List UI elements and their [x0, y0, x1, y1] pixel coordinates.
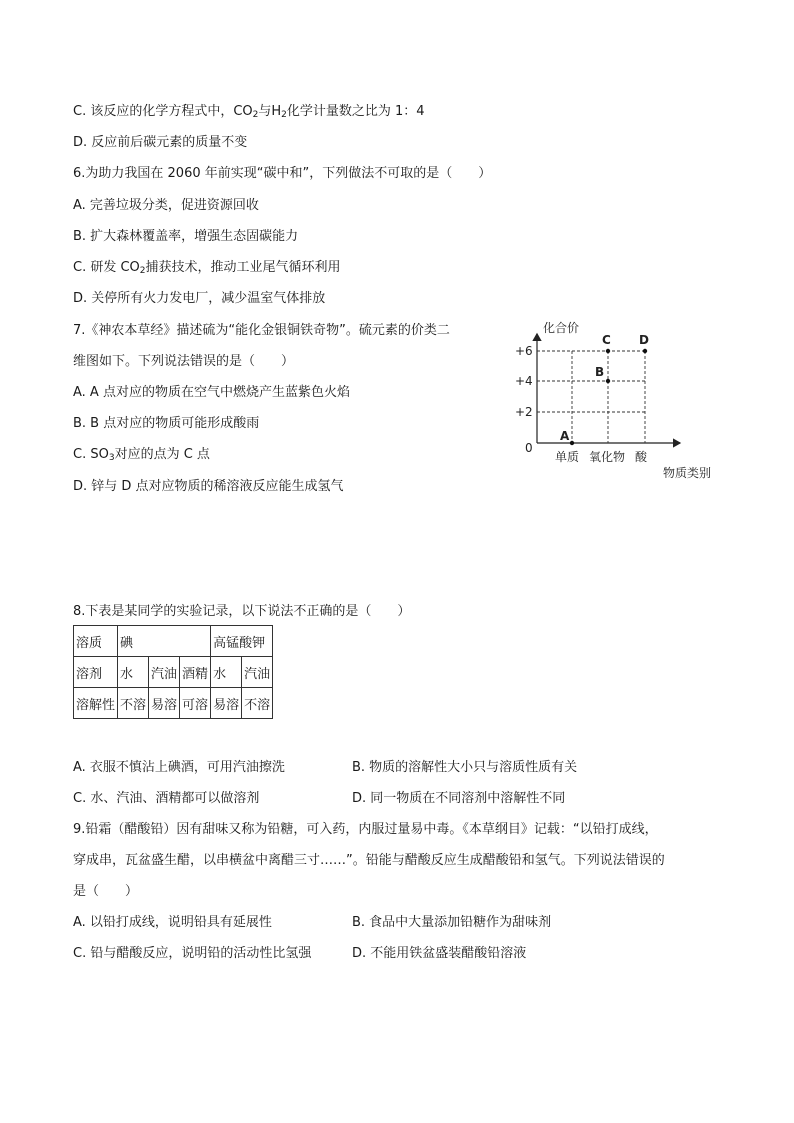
- table-cell: 酒精: [180, 657, 211, 688]
- option-8b: B. 物质的溶解性大小只与溶质性质有关: [352, 760, 578, 775]
- point-b: [606, 379, 610, 383]
- table-row: [74, 688, 273, 719]
- option-6a: A. 完善垃圾分类，促进资源回收: [73, 198, 259, 213]
- y-tick-0: 0: [525, 441, 533, 455]
- option-6d: D. 关停所有火力发电厂，减少温室气体排放: [73, 291, 326, 306]
- question-6: 6.为助力我国在 2060 年前实现“碳中和”，下列做法不可取的是（ ）: [73, 166, 492, 181]
- point-a: [570, 441, 574, 445]
- option-5d: D. 反应前后碳元素的质量不变: [73, 135, 248, 150]
- option-8d: D. 同一物质在不同溶剂中溶解性不同: [352, 791, 566, 806]
- question-7-line2: 维图如下。下列说法错误的是（ ）: [73, 354, 295, 369]
- table-cell: 不溶: [242, 688, 273, 719]
- option-9a: A. 以铅打成线，说明铅具有延展性: [73, 915, 272, 930]
- table-cell: 易溶: [211, 688, 242, 719]
- question-9-line2: 穿成串，瓦盆盛生醋，以串横盆中离醋三寸……”。铅能与醋酸反应生成醋酸铅和氢气。下列说法错误的: [73, 853, 665, 868]
- y-tick-2: +2: [515, 405, 533, 419]
- valence-class-diagram: [505, 318, 730, 488]
- table-cell: 水: [118, 657, 149, 688]
- x-tick-oxide: 氧化物: [589, 450, 626, 464]
- solubility-table: [73, 625, 273, 719]
- point-d: [643, 349, 647, 353]
- option-6c: C. 研发 $CO_2$捕获技术，推动工业尾气循环利用: [73, 260, 341, 276]
- table-cell: 易溶: [149, 688, 180, 719]
- option-8c: C. 水、汽油、酒精都可以做溶剂: [73, 791, 260, 806]
- table-row: [74, 657, 273, 688]
- question-8: 8.下表是某同学的实验记录，以下说法不正确的是（ ）: [73, 604, 411, 619]
- question-9-line3: 是（ ）: [73, 884, 139, 899]
- table-cell: 不溶: [118, 688, 149, 719]
- option-8a: A. 衣服不慎沾上碘酒，可用汽油擦洗: [73, 760, 285, 775]
- point-b-label: B: [595, 365, 605, 379]
- option-9c: C. 铅与醋酸反应，说明铅的活动性比氢强: [73, 946, 312, 961]
- y-tick-6: +6: [515, 344, 533, 358]
- option-5c: C. 该反应的化学方程式中，$CO_2$与$H_2$化学计量数之比为 1：4: [73, 104, 425, 120]
- table-cell: 汽油: [149, 657, 180, 688]
- x-tick-acid: 酸: [635, 450, 648, 464]
- x-tick-element: 单质: [555, 450, 580, 464]
- point-d-label: D: [639, 333, 649, 347]
- option-7a: A. A 点对应的物质在空气中燃烧产生蓝紫色火焰: [73, 385, 350, 400]
- option-9b: B. 食品中大量添加铅糖作为甜味剂: [352, 915, 552, 930]
- table-row: [74, 626, 273, 657]
- table-cell: 溶质: [74, 626, 118, 657]
- point-a-label: A: [560, 429, 570, 443]
- option-7c: C. $SO_3$对应的点为 C 点: [73, 447, 210, 463]
- question-9-line1: 9.铅霜（醋酸铅）因有甜味又称为铅糖，可入药，内服过量易中毒。《本草纲目》记载：“以铅打成线，: [73, 822, 658, 837]
- point-c: [606, 349, 610, 353]
- dashed-grid: [537, 351, 645, 443]
- y-tick-4: +4: [515, 374, 533, 388]
- y-axis-title: 化合价: [543, 321, 580, 335]
- table-cell: 可溶: [180, 688, 211, 719]
- table-cell: 溶解性: [74, 688, 118, 719]
- point-c-label: C: [602, 333, 611, 347]
- option-7b: B. B 点对应的物质可能形成酸雨: [73, 416, 260, 431]
- table-cell: 碘: [118, 626, 211, 657]
- option-6b: B. 扩大森林覆盖率，增强生态固碳能力: [73, 229, 299, 244]
- option-9d: D. 不能用铁盆盛装醋酸铅溶液: [352, 946, 527, 961]
- option-7d: D. 锌与 D 点对应物质的稀溶液反应能生成氢气: [73, 479, 344, 494]
- table-cell: 溶剂: [74, 657, 118, 688]
- table-cell: 汽油: [242, 657, 273, 688]
- x-axis-title: 物质类别: [663, 466, 712, 480]
- question-7-line1: 7.《神农本草经》描述硫为“能化金银铜铁奇物”。硫元素的价类二: [73, 323, 450, 338]
- table-cell: 高锰酸钾: [211, 626, 273, 657]
- table-cell: 水: [211, 657, 242, 688]
